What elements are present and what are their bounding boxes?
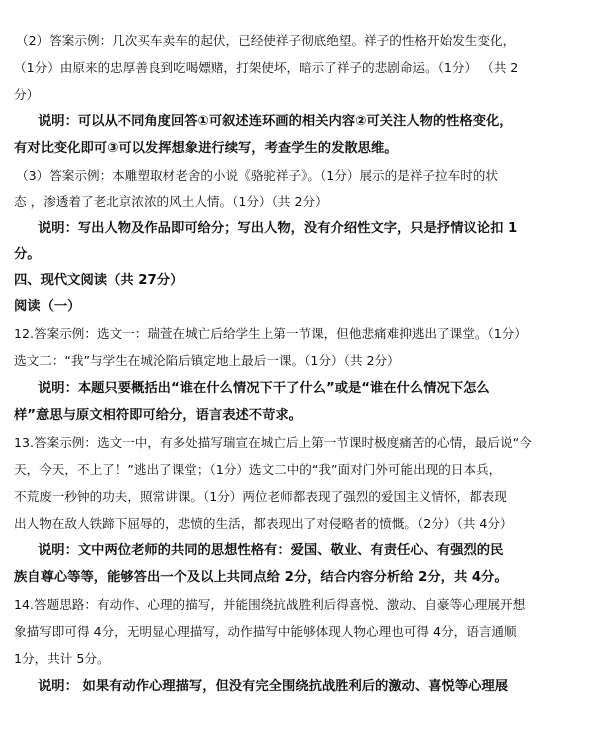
note-12-line-2: 样”意思与原文相符即可给分，语言表述不苛求。: [14, 408, 302, 423]
note-13-line-2: 族自尊心等等，能够答出一个及以上共同点给 2分，结合内容分析给 2分，共 4分。: [14, 570, 508, 585]
note-14-line-1: 说明： 如果有动作心理描写，但没有完全围绕抗战胜利后的激动、喜悦等心理展: [38, 679, 509, 694]
answer-14-line-2: 象描写即可得 4分，无明显心理描写，动作描写中能够体现人物心理也可得 4分，语言通顺: [14, 624, 517, 639]
answer-13-line-2: 天，今天，不上了！”逃出了课堂；（1分）选文二中的“我”面对门外可能出现的日本兵，: [14, 462, 502, 477]
answer-11-3-line-1: （3）答案示例：本雕塑取材老舍的小说《骆驼祥子》。（1分）展示的是祥子拉车时的状: [16, 168, 498, 183]
answer-11-2-line-3: 分）: [14, 87, 40, 102]
answer-11-3-line-2: 态 ，渗透着了老北京浓浓的风土人情。（1分）（共 2分）: [14, 194, 328, 209]
answer-13-line-4: 出人物在敌人铁蹄下屈辱的，悲愤的生活，都表现出了对侵略者的愤慨。（2分）（共 4分）: [14, 516, 513, 531]
answer-11-2-line-1: （2）答案示例：几次买车卖车的起伏，已经使祥子彻底绝望。祥子的性格开始发生变化，: [16, 33, 516, 48]
note-13-line-1: 说明：文中两位老师的共同的思想性格有：爱国、敬业、有责任心、有强烈的民: [38, 543, 504, 558]
answer-12-line-1: 12.答案示例：选文一：瑞萱在城亡后给学生上第一节课，但他悲痛难抑逃出了课堂。（1分）: [14, 326, 527, 341]
answer-11-2-line-2: （1分）由原来的忠厚善良到吃喝嫖赌，打架使坏，暗示了祥子的悲剧命运。（1分） （共 2: [14, 60, 519, 75]
note-11-3-line-2: 分。: [14, 247, 41, 262]
answer-13-line-3: 不荒废一秒钟的功夫，照常讲课。（1分）两位老师都表现了强烈的爱国主义情怀，都表现: [14, 489, 507, 504]
note-12-line-1: 说明：本题只要概括出“谁在什么情况下干了什么”或是“谁在什么情况下怎么: [38, 381, 490, 396]
note-11-2-line-2: 有对比变化即可③可以发挥想象进行续写，考查学生的发散思维。: [14, 141, 398, 156]
subsection-heading-reading-one: 阅读（一）: [14, 299, 81, 314]
answer-12-line-2: 选文二：“我”与学生在城沦陷后镇定地上最后一课。（1分）（共 2分）: [14, 353, 400, 368]
note-11-2-line-1: 说明：可以从不同角度回答①可叙述连环画的相关内容②可关注人物的性格变化，: [38, 114, 513, 129]
answer-14-line-1: 14.答题思路：有动作、心理的描写，并能围绕抗战胜利后得喜悦、激动、自豪等心理展开想: [14, 597, 526, 612]
answer-14-line-3: 1分，共计 5分。: [14, 651, 110, 666]
answer-13-line-1: 13.答案示例：选文一中，有多处描写瑞宣在城亡后上第一节课时极度痛苦的心情，最后说“今: [14, 435, 532, 450]
note-11-3-line-1: 说明：写出人物及作品即可给分；写出人物，没有介绍性文字，只是抒情议论扣 1: [38, 221, 518, 236]
section-heading-modern-reading: 四、现代文阅读（共 27分）: [14, 273, 184, 288]
